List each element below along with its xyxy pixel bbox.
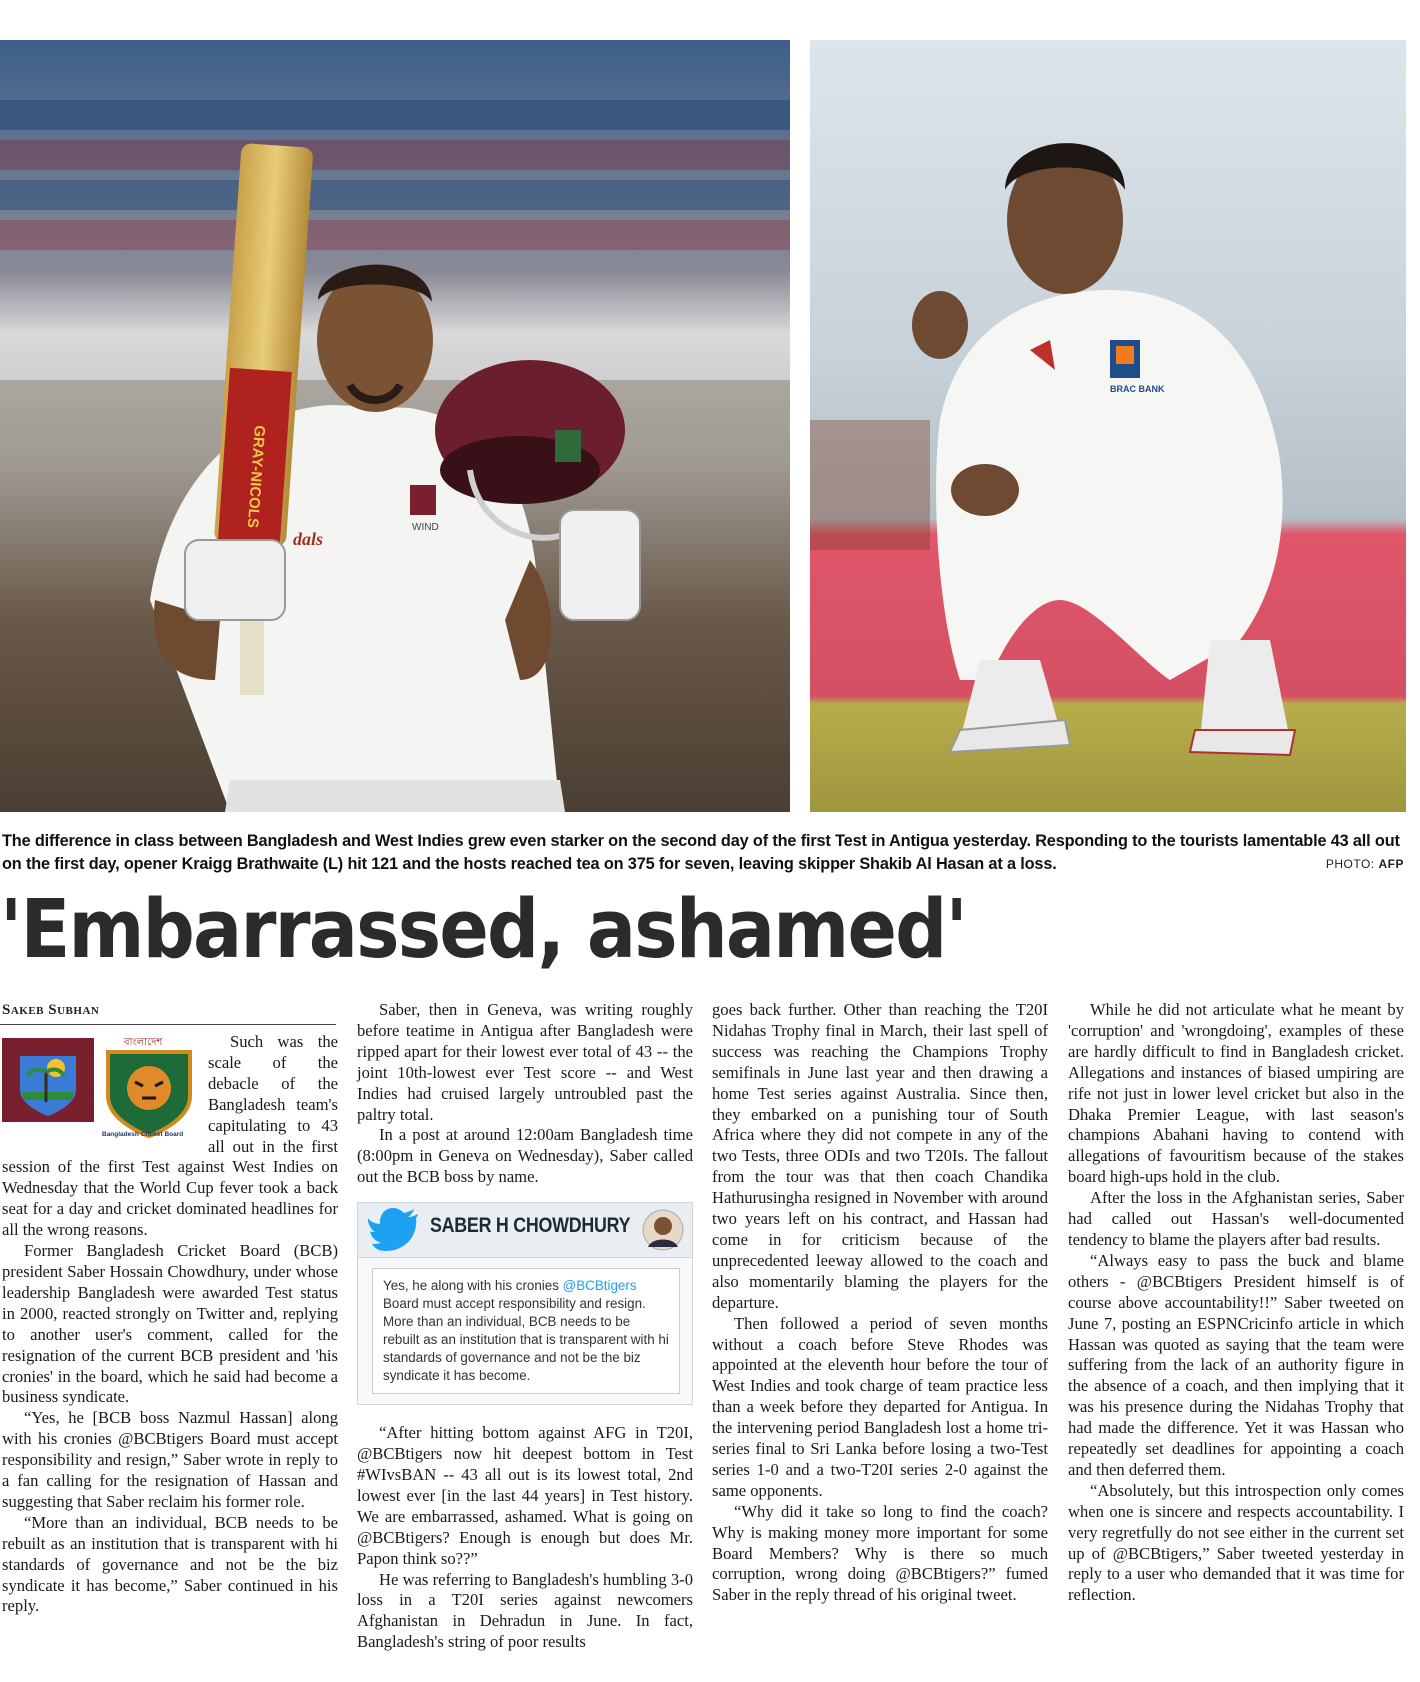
paragraph: Saber, then in Geneva, was writing roughly before teatime in Antigua after Bangladesh were ripped apart for their lowest ever total of 43 -- the joint 10th-lowest ever Test score -- and West Indies had cruised largely untroubled past the paltry total. xyxy=(357,1000,693,1124)
photo-caption xyxy=(2,830,1402,876)
byline: Sakeb Subhan xyxy=(2,1002,100,1018)
paragraph: “Why did it take so long to find the coach? Why is making money more important for some Board Members? Why is there so much corruption, wrong doing @BCBtigers?” fumed Saber in the reply thread of his original tweet. xyxy=(712,1501,1048,1605)
shirt-badge-text: WIND xyxy=(412,522,439,533)
tweet-handle-link[interactable]: @BCBtigers xyxy=(562,1278,637,1294)
paragraph: “Absolutely, but this introspection only comes when one is sincere and respects accountability. I very regretfully do not see either in the current set up of @BCBtigers,” Saber tweeted yesterday in reply to a user who demanded that it was time for reflection. xyxy=(1068,1480,1404,1605)
byline-rule xyxy=(0,1024,336,1025)
paragraph: Former Bangladesh Cricket Board (BCB) president Saber Hossain Chowdhury, under whose leadership Bangladesh were awarded Test status in 2000, reacted strongly on Twitter and, replying to another user's comment, called for the resignation of the current BCB president and 'his cronies' in the board, which he said had become a business syndicate. xyxy=(2,1241,338,1407)
paragraph: goes back further. Other than reaching the T20I Nidahas Trophy final in March, their last spell of success was reaching the Champions Trophy semifinals in June last year and then drawing a home Test series against Australia. Since then, they embarked on a punishing tour of South Africa where they did not compete in any of the two Tests, three ODIs and two T20Is. The fallout from the tour was that then coach Chandika Hathurusingha resigned in November with around two years left on his contract, and Hassan had come in for criticism because of the unprecedented leeway allowed to the coach and also momentarily blaming the players for the departure. xyxy=(712,1000,1048,1312)
article-column-1 xyxy=(2,1032,338,1617)
photo-shakib xyxy=(810,40,1406,812)
photo-brathwaite xyxy=(0,40,790,812)
article-column-4 xyxy=(1068,1000,1404,1606)
article-column-2 xyxy=(357,1000,693,1653)
bcb-logo-top-text: বাংলাদেশ xyxy=(124,1037,163,1048)
shirt-sponsor-text: dals xyxy=(293,529,324,549)
sponsor-text: BRAC BANK xyxy=(1110,384,1165,394)
paragraph: “More than an individual, BCB needs to be rebuilt as an institution that is transparent with hi standards of governance and not be the biz syndicate it has become,” Saber continued in his reply. xyxy=(2,1512,338,1616)
paragraph: “Always easy to pass the buck and blame others - @BCBtigers President himself is of course above accountability!!” Saber tweeted on June 7, posting an ESPNCricinfo article in which Hassan was quoted as saying that the team were suffering from the lack of an authority figure in the absence of a coach, and then implying that it was his presence during the Nidahas Trophy that had made the difference. Yet it was Hassan who repeatedly set deadlines for appointing a coach and then deferred them. xyxy=(1068,1250,1404,1479)
bcb-logo xyxy=(102,1037,190,1138)
tweet-embed[interactable] xyxy=(357,1202,693,1405)
tweet-text-before: Yes, he along with his cronies xyxy=(383,1278,563,1294)
paragraph: After the loss in the Afghanistan series, Saber had called out Hassan's well-documented tendency to blame the players after bad results. xyxy=(1068,1188,1404,1249)
paragraph: “After hitting bottom against AFG in T20I, @BCBtigers now hit deepest bottom in Test #WIvsBAN -- 43 all out is its lowest total, 2nd lowest ever [in the last 44 years] in Test history. We are embarrassed, ashamed. What is going on @BCBtigers? Enough is enough but does Mr. Papon think so??” xyxy=(357,1423,693,1568)
paragraph: While he did not articulate what he meant by 'corruption' and 'wrongdoing', examples of these are hardly difficult to find in Bangladesh cricket. Allegations and instances of biased umpiring are rife not just in lower level cricket but also in the Dhaka Premier League, with last season's champions Abahani having to contend with allegations of favouritism because of the stakes board high-ups hold in the club. xyxy=(1068,1000,1404,1187)
twitter-bird-icon xyxy=(368,1208,420,1252)
tweet-avatar xyxy=(642,1209,684,1251)
credit-label: PHOTO: xyxy=(1325,857,1375,871)
article-column-3 xyxy=(712,1000,1048,1606)
bat-brand-text: GRAY-NICOLS xyxy=(243,424,268,529)
paragraph: In a post at around 12:00am Bangladesh time (8:00pm in Geneva on Wednesday), Saber called out the BCB boss by name. xyxy=(357,1125,693,1187)
tweet-author-name: SABER H CHOWDHURY xyxy=(430,1214,631,1238)
tweet-text xyxy=(372,1268,680,1394)
bcb-logo-bottom-text: Bangladesh Cricket Board xyxy=(102,1131,184,1138)
paragraph: “Yes, he [BCB boss Nazmul Hassan] along with his cronies @BCBtigers Board must accept responsibility and resign,” Saber wrote in reply to a fan calling for the resignation of Hassan and suggesting that Saber reclaim his former role. xyxy=(2,1408,338,1511)
caption-text: The difference in class between Bangladesh and West Indies grew even starker on the second day of the first Test in Antigua yesterday. Responding to the tourists lamentable 43 all out on the first day, opener Kraigg Brathwaite (L) hit 121 and the hosts reached tea on 375 for seven, leaving skipper Shakib Al Hasan at a loss. xyxy=(2,832,1400,873)
paragraph: He was referring to Bangladesh's humbling 3-0 loss in a T20I series against newcomers Afghanistan in Dehradun in June. In fact, Bangladesh's string of poor results xyxy=(357,1569,693,1652)
paragraph: Such was the scale of the debacle of the Bangladesh team's capitulating to 43 all out in the first session of the first Test against West Indies on Wednesday that the World Cup fever took a back seat for a day and cricket dominated headlines for all the wrong reasons. xyxy=(2,1032,338,1240)
team-logos xyxy=(2,1032,202,1140)
tweet-text-after: Board must accept responsibility and resign. More than an individual, BCB needs to be rebuilt as an institution that is transparent with hi standards of governance and not be the biz syndicate it has become. xyxy=(383,1296,669,1384)
photo-credit xyxy=(1326,857,1404,871)
paragraph: Then followed a period of seven months without a coach before Steve Rhodes was appointed at the eleventh hour before the tour of West Indies and took charge of team practice less than a week before they departed for Antigua. In the intervening period Bangladesh lost a home tri-series final to Sri Lanka before losing a two-Test series 1-0 and a two-T20I series 2-0 against the same opponents. xyxy=(712,1313,1048,1500)
west-indies-logo xyxy=(2,1038,94,1122)
tweet-header xyxy=(358,1203,692,1258)
headline: 'Embarrassed, ashamed' xyxy=(0,883,967,977)
credit-source: AFP xyxy=(1378,857,1404,871)
